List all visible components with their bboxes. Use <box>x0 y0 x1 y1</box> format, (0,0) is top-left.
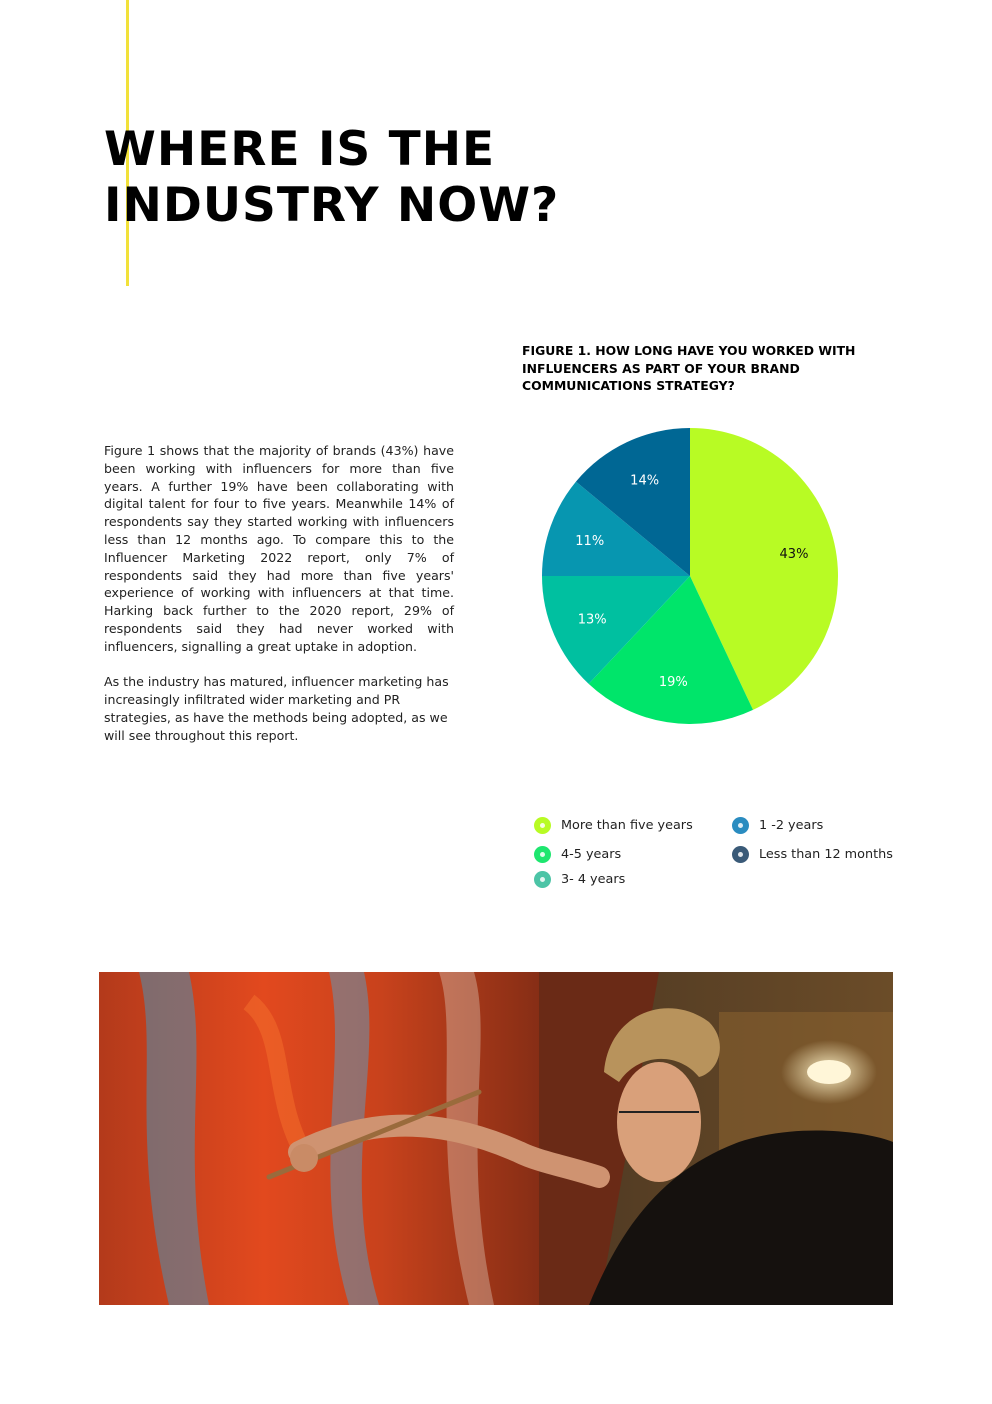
artist-photo-illustration <box>99 972 893 1305</box>
legend-item-3 <box>534 869 625 889</box>
legend-item-5 <box>732 844 893 864</box>
legend-swatch-icon <box>534 817 551 834</box>
figure-title: FIGURE 1. HOW LONG HAVE YOU WORKED WITH INFLUENCERS AS PART OF YOUR BRAND COMMUNICATIONS STRATEGY? <box>522 343 856 393</box>
legend-swatch-icon <box>732 817 749 834</box>
legend-swatch-icon <box>732 846 749 863</box>
legend-item-4 <box>732 815 823 835</box>
pie-label-5: 14% <box>630 473 660 489</box>
body-paragraph-1: Figure 1 shows that the majority of brands (43%) have been working with influencers for more than five years. A further 19% have been collaborating with digital talent for four to five years. Meanwhile 14% of respondents say they started working with influencers less than 12 months ago. To compare this to the Influencer Marketing 2022 report, only 7% of respondents said they had more than five years' experience of working with influencers at that time. Harking back further to the 2020 report, 29% of respondents said they had never worked with influencers, signalling a great uptake in adoption. <box>104 443 454 654</box>
page-title-line-1: WHERE IS THE <box>104 122 496 177</box>
legend-item-1 <box>534 815 693 835</box>
pie-label-2: 19% <box>658 675 688 691</box>
legend-label: 4-5 years <box>561 846 622 862</box>
legend-label: Less than 12 months <box>759 846 893 862</box>
pie-chart <box>538 424 842 728</box>
pie-label-1: 43% <box>779 546 809 562</box>
pie-label-3: 13% <box>577 612 607 628</box>
page-title-line-2: INDUSTRY NOW? <box>104 178 560 233</box>
legend-swatch-icon <box>534 871 551 888</box>
chart-legend <box>534 813 914 893</box>
legend-label: 1 -2 years <box>759 817 824 833</box>
pie-label-4: 11% <box>575 533 605 549</box>
body-text <box>104 442 454 745</box>
legend-label: More than five years <box>561 817 693 833</box>
legend-swatch-icon <box>534 846 551 863</box>
legend-item-2 <box>534 844 621 864</box>
page-title <box>104 122 664 234</box>
legend-label: 3- 4 years <box>561 871 626 887</box>
body-paragraph-2: As the industry has matured, influencer marketing has increasingly infiltrated wider marketing and PR strategies, as have the methods being adopted, as we will see throughout this report. <box>104 674 449 743</box>
artist-photo <box>99 972 893 1305</box>
